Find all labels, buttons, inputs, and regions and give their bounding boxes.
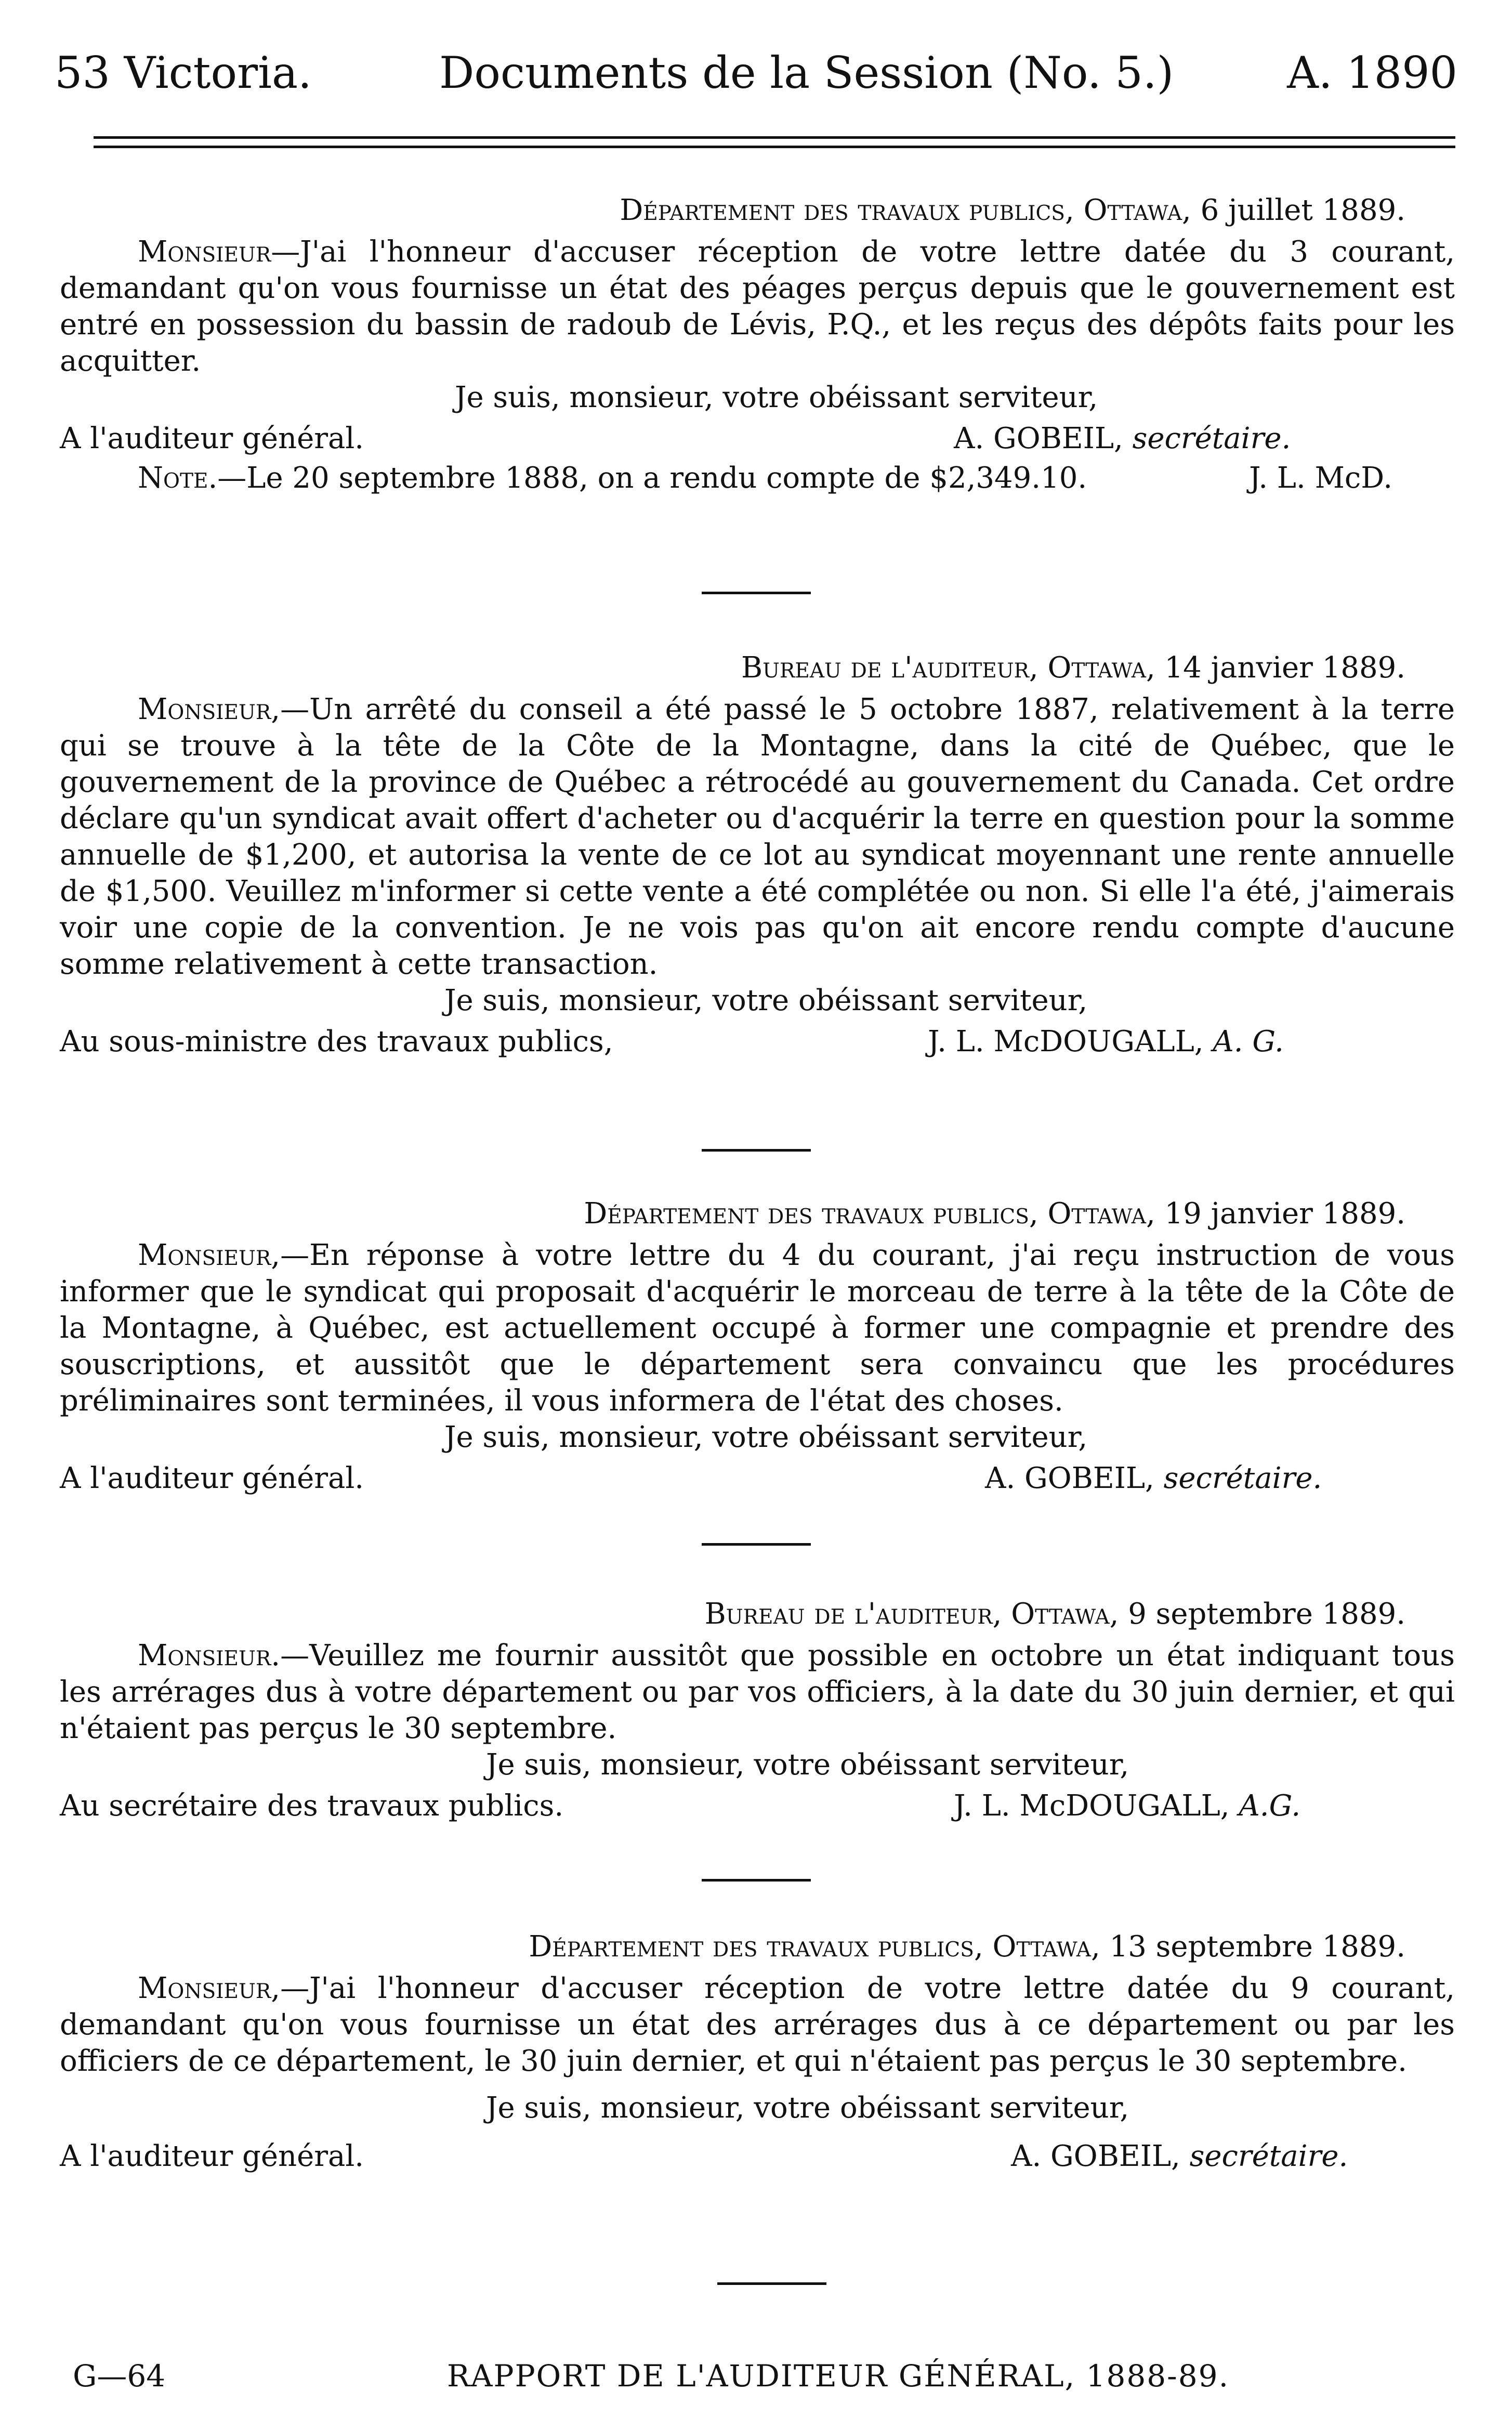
letter-closing: Je suis, monsieur, votre obéissant serviteur,: [444, 984, 1088, 1017]
letter-separator: [717, 2282, 826, 2285]
letter-salutation: Monsieur.: [138, 1639, 281, 1673]
letter-salutation: Monsieur,: [138, 1238, 281, 1272]
letter-separator: [702, 1149, 811, 1152]
letter-signature: [928, 1022, 1284, 1062]
letter-date: 9 septembre 1889.: [1119, 1597, 1405, 1631]
letter-separator: [702, 592, 811, 594]
header-session-year: 53 Victoria.: [55, 47, 312, 98]
signature-line: [60, 419, 1455, 459]
signature-line: [60, 1786, 1455, 1826]
signature-title: A.G.: [1229, 1789, 1301, 1823]
letter-salutation: Monsieur,: [138, 693, 281, 726]
letter-closing: Je suis, monsieur, votre obéissant serviteur,: [486, 2091, 1129, 2125]
letter-body: [60, 234, 1455, 380]
report-title: RAPPORT DE L'AUDITEUR GÉNÉRAL, 1888-89.: [447, 2358, 1230, 2394]
letter-3: [60, 1191, 1455, 1498]
letter-signature: [1011, 2137, 1348, 2176]
letter-separator: [702, 1543, 811, 1546]
letter-text: —Veuillez me fournir aussitôt que possible en octobre un état indiquant tous les arrérages dus à votre département ou par vos officiers, à la date du 30 juin dernier, et qui n'étaient pas perçus le 30 septembre.: [60, 1639, 1455, 1745]
letter-5: [60, 1924, 1455, 2176]
header-year: A. 1890: [1287, 47, 1457, 98]
header-rule-top: [94, 136, 1455, 139]
letter-signature: [954, 1786, 1300, 1826]
page-number: G—64: [73, 2358, 166, 2394]
signature-name: J. L. McDOUGALL,: [928, 1025, 1204, 1059]
letter-date: 6 juillet 1889.: [1191, 193, 1405, 227]
letter-date: 14 janvier 1889.: [1155, 651, 1405, 685]
signature-title: A. G.: [1203, 1025, 1284, 1059]
header-document-title: Documents de la Session (No. 5.): [439, 47, 1174, 98]
letter-heading: [60, 1191, 1455, 1237]
letter-text: —En réponse à votre lettre du 4 du courant, j'ai reçu instruction de vous informer que le syndicat qui proposait d'acquérir le morceau de terre à la tête de la Côte de la Montagne, à Québec, est actuellement occupé à former une compagnie et prendre des souscriptions, et aussitôt que le département sera convaincu que les procédures préliminaires sont terminées, il vous informera de l'état des choses.: [60, 1238, 1455, 1418]
letter-heading: [60, 645, 1455, 691]
letter-signature: [985, 1459, 1322, 1498]
letter-note: [60, 459, 1455, 498]
letter-body: [60, 1638, 1455, 1747]
letter-closing: Je suis, monsieur, votre obéissant serviteur,: [455, 381, 1098, 414]
letter-2: [60, 645, 1455, 1062]
running-header: [55, 42, 1457, 104]
letter-body: [60, 1237, 1455, 1419]
page-footer: [73, 2355, 1455, 2397]
letter-salutation: Monsieur: [138, 235, 271, 269]
letter-addressee: Au sous-ministre des travaux publics,: [60, 1025, 613, 1059]
note-initials: J. L. McD.: [1249, 461, 1392, 495]
signature-line: [60, 1022, 1455, 1062]
signature-name: A. GOBEIL,: [985, 1461, 1154, 1495]
letter-4: [60, 1591, 1455, 1826]
letter-text: —J'ai l'honneur d'accuser réception de votre lettre datée du 9 courant, demandant qu'on vous fournisse un état des arrérages dus à ce département ou par les officiers de ce département, le 30 juin dernier, et qui n'étaient pas perçus le 30 septembre.: [60, 1971, 1455, 2078]
signature-name: J. L. McDOUGALL,: [954, 1789, 1230, 1823]
letter-text: —Un arrêté du conseil a été passé le 5 octobre 1887, relativement à la terre qui se trouve à la tête de la Côte de la Montagne, dans la cité de Québec, que le gouvernement de la province de Québec a rétrocédé au gouvernement du Canada. Cet ordre déclare qu'un syndicat avait offert d'acheter ou d'acquérir la terre en question pour la somme annuelle de $1,200, et autorisa la vente de ce lot au syndicat moyennant une rente annuelle de $1,500. Veuillez m'informer si cette vente a été complétée ou non. Si elle l'a été, j'aimerais voir une copie de la convention. Je ne vois pas qu'on ait encore rendu compte d'aucune somme relativement à cette transaction.: [60, 693, 1455, 981]
signature-name: A. GOBEIL,: [954, 422, 1123, 455]
letter-closing: Je suis, monsieur, votre obéissant serviteur,: [486, 1748, 1129, 1782]
letter-addressee: A l'auditeur général.: [60, 2139, 364, 2173]
letter-separator: [702, 1879, 811, 1882]
signature-title: secrétaire.: [1154, 1461, 1322, 1495]
letter-heading: [60, 187, 1455, 234]
letter-origin: Bureau de l'auditeur, Ottawa,: [741, 651, 1155, 685]
letter-origin: Département des travaux publics, Ottawa,: [584, 1197, 1155, 1231]
signature-title: secrétaire.: [1180, 2139, 1348, 2173]
letter-body: [60, 691, 1455, 983]
letter-origin: Département des travaux publics, Ottawa,: [620, 193, 1191, 227]
letter-date: 19 janvier 1889.: [1155, 1197, 1405, 1231]
letter-1: [60, 187, 1455, 498]
letter-closing: Je suis, monsieur, votre obéissant serviteur,: [444, 1420, 1088, 1454]
signature-line: [60, 2137, 1455, 2176]
letter-origin: Département des travaux publics, Ottawa,: [529, 1930, 1100, 1964]
header-rule-bottom: [94, 146, 1455, 148]
letter-text: —J'ai l'honneur d'accuser réception de votre lettre datée du 3 courant, demandant qu'on vous fournisse un état des péages perçus depuis que le gouvernement est entré en possession du bassin de radoub de Lévis, P.Q., et les reçus des dépôts faits pour les acquitter.: [60, 235, 1455, 378]
letter-origin: Bureau de l'auditeur, Ottawa,: [704, 1597, 1119, 1631]
letter-body: [60, 1970, 1455, 2080]
note-label: Note.: [138, 461, 218, 495]
signature-line: [60, 1459, 1455, 1498]
signature-name: A. GOBEIL,: [1011, 2139, 1180, 2173]
letter-addressee: A l'auditeur général.: [60, 422, 364, 455]
letter-heading: [60, 1591, 1455, 1638]
letter-date: 13 septembre 1889.: [1100, 1930, 1405, 1964]
letter-addressee: Au secrétaire des travaux publics.: [60, 1789, 564, 1823]
letter-addressee: A l'auditeur général.: [60, 1461, 364, 1495]
note-text: —Le 20 septembre 1888, on a rendu compte de $2,349.10.: [217, 461, 1087, 495]
letter-salutation: Monsieur,: [138, 1971, 281, 2005]
signature-title: secrétaire.: [1123, 422, 1291, 455]
letter-signature: [954, 419, 1291, 459]
letter-heading: [60, 1924, 1455, 1970]
